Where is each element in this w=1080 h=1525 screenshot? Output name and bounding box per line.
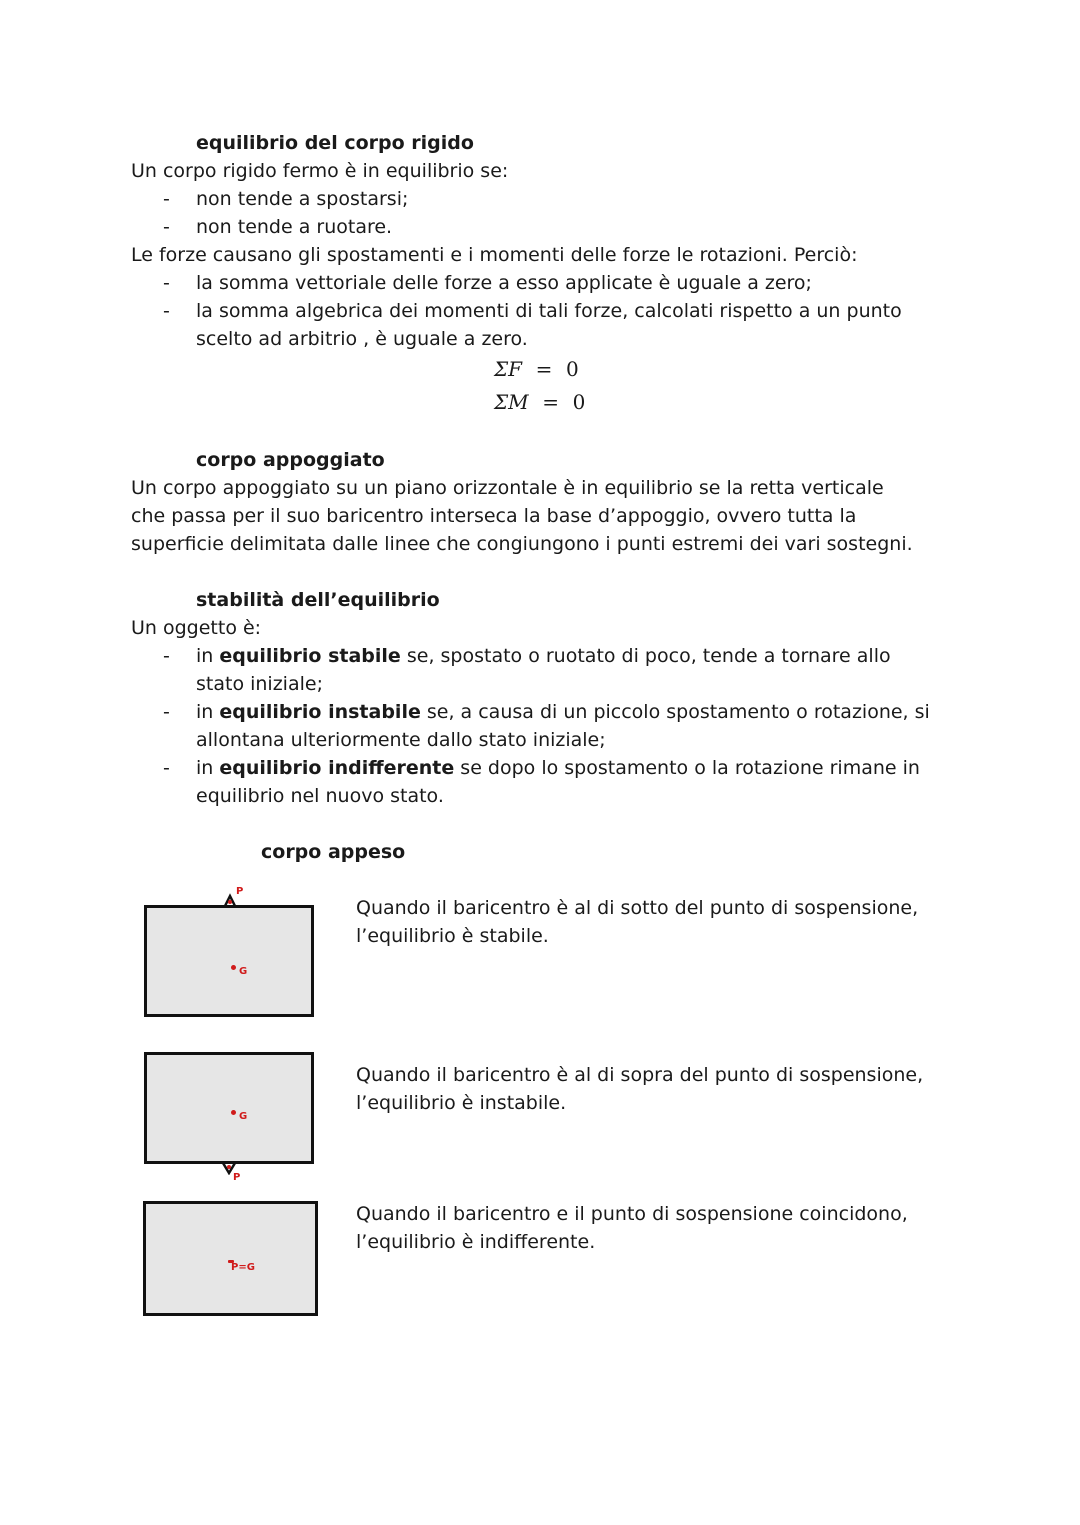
list-item-indifferent bbox=[131, 754, 971, 810]
text: se dopo lo spostamento o la rotazione rimane in bbox=[454, 757, 920, 779]
rigid-body-intro: Un corpo rigido fermo è in equilibrio se: bbox=[131, 160, 509, 182]
supported-body-line-2: che passa per il suo baricentro interseca la base d’appoggio, ovvero tutta la bbox=[131, 505, 857, 527]
diagram-indifferent-box bbox=[143, 1201, 318, 1316]
p-label: P bbox=[233, 1172, 241, 1183]
formula-rhs: 0 bbox=[572, 390, 586, 414]
text: in bbox=[196, 645, 220, 667]
list-item-text: non tende a ruotare. bbox=[196, 216, 393, 238]
list-item-text: non tende a spostarsi; bbox=[196, 188, 409, 210]
heading-equilibrium-stability: stabilità dell’equilibrio bbox=[196, 589, 440, 611]
suspension-pin-icon bbox=[220, 1161, 244, 1175]
bullet-dash: - bbox=[163, 272, 170, 294]
text: in bbox=[196, 701, 220, 723]
stability-intro: Un oggetto è: bbox=[131, 617, 262, 639]
bullet-dash: - bbox=[163, 188, 170, 210]
supported-body-line-3: superficie delimitata dalle linee che congiungono i punti estremi dei vari sostegni. bbox=[131, 533, 913, 555]
bullet-dash: - bbox=[163, 701, 170, 723]
list-item bbox=[131, 297, 971, 353]
g-label: G bbox=[239, 1111, 248, 1122]
text: in bbox=[196, 757, 220, 779]
term-unstable: equilibrio instabile bbox=[219, 701, 421, 723]
formula-lhs: ΣF bbox=[494, 357, 523, 381]
list-item-text-continued: scelto ad arbitrio , è uguale a zero. bbox=[196, 328, 528, 350]
term-stable: equilibrio stabile bbox=[219, 645, 401, 667]
desc-stable-line-1: Quando il baricentro è al di sotto del punto di sospensione, bbox=[356, 897, 919, 919]
heading-hanging-body: corpo appeso bbox=[261, 841, 406, 863]
text-continued: allontana ulteriormente dallo stato iniziale; bbox=[196, 729, 606, 751]
formula-eq: = bbox=[542, 390, 559, 414]
diagram-unstable-box bbox=[144, 1052, 314, 1164]
text-continued: stato iniziale; bbox=[196, 673, 323, 695]
term-indifferent: equilibrio indifferente bbox=[219, 757, 455, 779]
list-item-text: la somma algebrica dei momenti di tali forze, calcolati rispetto a un punto bbox=[196, 300, 902, 322]
heading-supported-body: corpo appoggiato bbox=[196, 449, 385, 471]
desc-unstable-line-1: Quando il baricentro è al di sopra del punto di sospensione, bbox=[356, 1064, 924, 1086]
p-label: P bbox=[236, 886, 244, 897]
rigid-body-conditions-list bbox=[131, 185, 971, 241]
list-item-stable bbox=[131, 642, 971, 698]
list-item bbox=[131, 213, 971, 241]
list-item-text: la somma vettoriale delle forze a esso applicate è uguale a zero; bbox=[196, 272, 812, 294]
formula-sum-forces bbox=[494, 353, 579, 385]
formula-lhs: ΣM bbox=[494, 390, 529, 414]
desc-indifferent-line-1: Quando il baricentro e il punto di sospensione coincidono, bbox=[356, 1203, 908, 1225]
text: se, a causa di un piccolo spostamento o rotazione, si bbox=[420, 701, 930, 723]
desc-stable-line-2: l’equilibrio è stabile. bbox=[356, 925, 549, 947]
bullet-dash: - bbox=[163, 216, 170, 238]
text: se, spostato o ruotato di poco, tende a tornare allo bbox=[400, 645, 891, 667]
list-item bbox=[131, 269, 971, 297]
center-of-mass-point bbox=[231, 1110, 236, 1115]
stability-types-list bbox=[131, 642, 971, 810]
text-continued: equilibrio nel nuovo stato. bbox=[196, 785, 444, 807]
desc-unstable-line-2: l’equilibrio è instabile. bbox=[356, 1092, 567, 1114]
bullet-dash: - bbox=[163, 757, 170, 779]
formula-sum-moments bbox=[494, 386, 585, 418]
pg-label: P=G bbox=[231, 1262, 255, 1273]
center-of-mass-point bbox=[231, 965, 236, 970]
supported-body-line-1: Un corpo appoggiato su un piano orizzontale è in equilibrio se la retta verticale bbox=[131, 477, 884, 499]
heading-rigid-body-equilibrium: equilibrio del corpo rigido bbox=[196, 132, 474, 154]
formula-rhs: 0 bbox=[566, 357, 579, 381]
list-item-unstable bbox=[131, 698, 971, 754]
forces-conditions-list bbox=[131, 269, 971, 353]
bullet-dash: - bbox=[163, 645, 170, 667]
diagram-stable-box bbox=[144, 905, 314, 1017]
bullet-dash: - bbox=[163, 300, 170, 322]
forces-intro: Le forze causano gli spostamenti e i momenti delle forze le rotazioni. Perciò: bbox=[131, 244, 858, 266]
desc-indifferent-line-2: l’equilibrio è indifferente. bbox=[356, 1231, 596, 1253]
g-label: G bbox=[239, 966, 248, 977]
list-item bbox=[131, 185, 971, 213]
formula-eq: = bbox=[535, 357, 553, 381]
